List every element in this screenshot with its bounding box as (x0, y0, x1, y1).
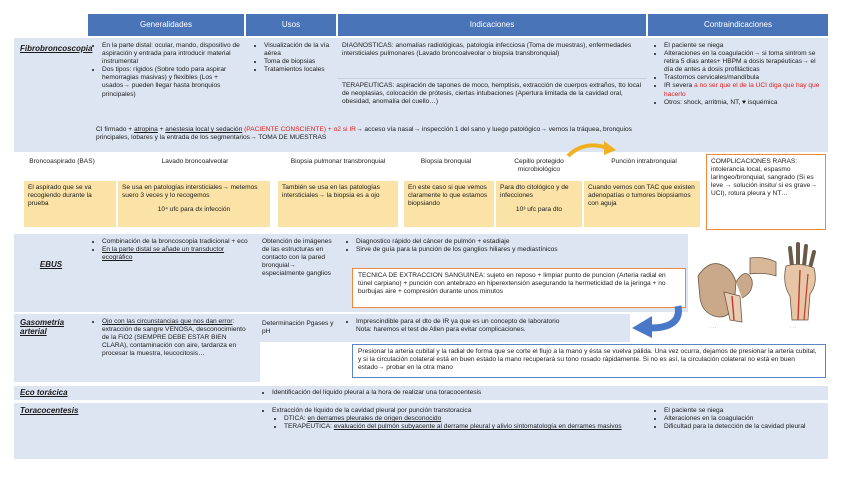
fibro-contra-item: • Otros: shock, arritmia, NT, ♥ isquémica (664, 99, 826, 107)
fibro-label: Fibrobroncoscopia (20, 44, 93, 53)
muestra-cepillo (496, 181, 582, 227)
gaso-label: Gasometría arterial (20, 318, 65, 336)
toraco-ind-sub (284, 423, 644, 431)
muestra-bas: El aspirado que se va recogiendo durante la prueba (24, 181, 116, 227)
muestra-transbronquial: También se usa en las patologías intersticiales→ la biopsia es a ojo (278, 181, 398, 227)
lavado-text: Se usa en patologías intersticiales→ metemos suero 3 veces y lo recogemos (122, 184, 258, 200)
fibro-generalidades (88, 40, 246, 122)
fibro-contra-item: • Alteraciones en la coagulación→ si toma sintrom se retira 5 días antes+ HBPM a dosis terapéuticas→ el día de antes a dosis profilácticas (664, 50, 826, 74)
tecnica-extraccion-box: TECNICA DE EXTRACCION SANGUINEA: sujeto en reposo + limpiar punto de puncion (Arteria radial en túnel carpiano) + punción con antebrazo en hiperextensión asegurando la hermeticidad de la jeringa + no burbujas aire + compresión durante unos minutos (352, 268, 686, 308)
fibro-contra-item: • El paciente se niega (664, 42, 826, 50)
fibro-usos-item: • Visualización de la vía aérea (264, 42, 332, 58)
cepillo-ufc: 10³ ufc para dto (515, 206, 563, 214)
gaso-indicaciones (342, 316, 642, 340)
svg-text:· · ·: · · · (790, 325, 797, 330)
muestra-header: Cepillo protegido microbiológico (514, 158, 564, 173)
eco-label: Eco torácica (20, 388, 68, 397)
ebus-gen-item: • Combinación de la broncoscopia tradicional + eco (102, 238, 250, 246)
gaso-error-text: : extracción de sangre VENOSA, desconocimiento de la FiO2 (SIEMPRE DEBE ESTAR BIEN CLARA), contaminación con aire, tardanza en procesar la muestra, leucocitosis… (102, 318, 246, 358)
toraco-contraindicaciones (650, 405, 828, 459)
allen-test-box: Presionar la arteria cubital y la radial de forma que se corte el flujo a la mano y ésta se vuelva pálida. Una vez ocurra, dejamos de presionar la arteria cubital, y si la circulación colateral está en buen estado la mano recuperará su tono rosado rápidamente. Si no es así, la circulación colateral no está en buen estado→ probar en la otra mano (352, 344, 826, 378)
fibro-usos-item: • Tratamientos locales (264, 66, 332, 74)
gaso-nota: Nota: haremos el test de Allen para evitar complicaciones. (356, 326, 526, 334)
ebus-gen-item: • En la parte distal se añade un transductor ecográfico (102, 246, 250, 262)
proc-rest: → acceso vía nasal→ inspección 1 del sano y luego patológico→ vemos la tráquea, bronquios principales, lobares y la entrada de los segmentarios→ TOMA DE MUESTRAS (96, 126, 632, 142)
muestra-lavado (118, 181, 270, 227)
proc-plus: + (157, 126, 166, 133)
fibro-gen-item: • Dos tipos: rígidos (Sobre todo para aspirar hemorragias masivas) y flexibles (Los + usados→ pueden llegar hasta bronquios principales) (102, 66, 242, 98)
ebus-usos: Obtención de imágenes de las estructuras en contacto con la pared bronquial→ especialmente ganglios (262, 238, 332, 278)
contra-ir: IR severa (664, 82, 695, 90)
ebus-ind-item: • Sirve de guía para la punción de los ganglios hiliares y mediastínicos (356, 246, 638, 254)
eco-indicaciones (258, 387, 658, 399)
gaso-generalidades (88, 316, 254, 382)
complicaciones-text: intolerancia local, espasmo laríngeo/bronquial, sangrado (Si es leve → solución insitu/ si es grave→ UCI), rotura pleura y NT… (711, 166, 817, 198)
gaso-gen-item (102, 318, 250, 358)
muestra-header: Biopsia pulmonar transbronquial (290, 158, 386, 165)
proc-o2: + o2 si IR (326, 126, 356, 133)
complicaciones-box (706, 154, 826, 230)
gaso-error: Ojo con las circunstancias que nos dan error (102, 318, 233, 325)
lavado-ufc: 10⁴ ufc para dx infección (157, 206, 231, 214)
muestra-header: Punción intrabronquial (611, 158, 677, 165)
toraco-dtica-text: en derrames pleurales de origen desconocido (307, 415, 442, 423)
allen-test-illustration (690, 236, 840, 332)
fibro-ind-diagnosticas: DIAGNOSTICAS: anomalías radiológicas, patología infecciosa (Toma de muestras), enfermedades intersticiales pulmonares (Lavado broncoalveolar o biopsia transbronquial) (342, 42, 632, 58)
header-contraindicaciones: Contraindicaciones (648, 14, 828, 36)
header-indicaciones: Indicaciones (338, 14, 646, 36)
proc-atropina: atropina (133, 126, 158, 133)
header-usos: Usos (246, 14, 336, 36)
ebus-indicaciones (342, 236, 642, 262)
proc-ci: CI firmado + (96, 126, 134, 133)
toraco-dtica: DTICA: (284, 415, 308, 423)
contra-ir-uci: a no ser que el de la UCI diga que hay que hacerlo (664, 82, 820, 98)
toraco-contra-item: • El paciente se niega (664, 407, 824, 415)
fibro-usos (250, 40, 336, 110)
muestra-bronquial: En este caso si que vemos claramente lo que estamos biopsiando (404, 181, 494, 227)
toraco-contra-item: • Dificultad para la detección de la cavidad pleural (664, 423, 824, 431)
fibro-contra-item: • Trastornos cervicales/mandíbula (664, 74, 826, 82)
cepillo-text: Para dto citológico y de infecciones (500, 184, 569, 200)
gaso-ind-item: • Imprescindible para el dto de IR ya que es un concepto de laboratorio (356, 318, 638, 326)
ebus-label: EBUS (39, 260, 63, 269)
toraco-label: Toracocentesis (20, 406, 79, 415)
toraco-contra-item: • Alteraciones en la coagulación (664, 415, 824, 423)
toraco-terap-text: evaluación del pulmón subyacente al derrame pleural y alivio sintomatología en derrames masivos (333, 423, 622, 431)
fibro-ind-terapeuticas: TERAPEUTICAS: aspiración de tapones de moco, hemptisis, extracción de cuerpos extraños, tto local de neoplasias, colocación de prótesis, ciertas intubaciones (Apertura limitada de la cavidad oral, obesidad, anomalía del cuello…) (342, 82, 642, 106)
divider (338, 78, 646, 79)
fibro-contra-item (664, 82, 826, 98)
toraco-ind-sub (284, 415, 644, 423)
complicaciones-title: COMPLICACIONES RARAS: (711, 158, 798, 165)
proc-anestesia: anestesia local y sedación (165, 126, 243, 133)
toraco-indicaciones (258, 405, 648, 459)
fibro-gen-item: • En la parte distal: ocular, mando, dispositivo de aspiración y entrada para introducir material instrumental (102, 42, 242, 66)
gaso-usos: Determinación Pgases y pH (262, 320, 334, 336)
toraco-terap: TERAPEUTICA: (284, 423, 334, 431)
header-generalidades: Generalidades (88, 14, 244, 36)
muestra-puncion: Cuando vemos con TAC que existen adenopatías o tumores biopsiamos con aguja (584, 181, 700, 227)
muestra-header: Broncoaspirado (BAS) (29, 158, 95, 165)
fibro-usos-item: • Toma de biopsias (264, 58, 332, 66)
proc-consciente: (PACIENTE CONSCIENTE) (242, 126, 327, 133)
fibro-contraindicaciones (650, 40, 830, 150)
muestra-header: Lavado broncoalveolar (161, 158, 229, 165)
eco-ind-item: • Identificación del líquido pleural a la hora de realizar una toracocentesis (272, 389, 654, 397)
ebus-generalidades (88, 236, 254, 286)
ebus-ind-item: • Diagnostico rápido del cáncer de pulmón + estadiaje (356, 238, 638, 246)
svg-text:· · ·: · · · (710, 325, 717, 330)
muestra-header: Biopsia bronquial (420, 158, 472, 165)
toraco-ind-item: • Extracción de líquido de la cavidad pleural por punción transtoracica (272, 407, 644, 415)
